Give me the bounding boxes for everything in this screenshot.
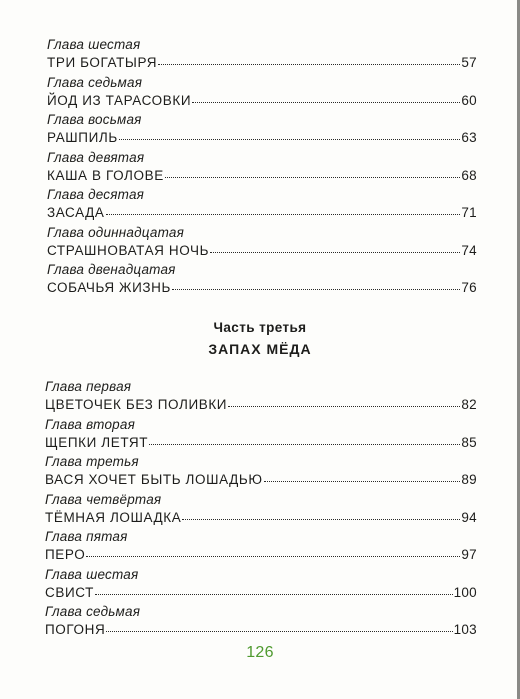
chapter-title: ТЁМНАЯ ЛОШАДКА xyxy=(45,509,182,525)
chapter-line xyxy=(47,91,477,110)
dot-leader xyxy=(149,432,460,445)
chapter-line xyxy=(45,545,477,564)
toc-entry xyxy=(45,416,477,454)
toc-entry xyxy=(47,111,477,149)
chapter-number: Глава восьмая xyxy=(47,112,142,127)
toc-entry xyxy=(47,224,477,262)
chapter-title: ТРИ БОГАТЫРЯ xyxy=(47,55,158,70)
dot-leader xyxy=(106,619,452,632)
chapter-number: Глава седьмая xyxy=(45,604,141,619)
dot-leader xyxy=(95,582,453,595)
chapter-page: 63 xyxy=(461,130,477,145)
page-number: 126 xyxy=(246,644,274,661)
toc-entry xyxy=(45,566,477,604)
chapter-page: 76 xyxy=(461,280,477,295)
toc-entry xyxy=(45,453,477,491)
chapter-title: ЦВЕТОЧЕК БЕЗ ПОЛИВКИ xyxy=(45,397,228,412)
chapter-title: РАШПИЛЬ xyxy=(47,130,118,145)
chapter-page: 97 xyxy=(461,547,477,562)
toc-entry xyxy=(47,36,477,74)
dot-leader xyxy=(192,90,460,103)
dot-leader xyxy=(228,394,460,407)
chapter-page: 89 xyxy=(461,472,477,487)
chapter-line xyxy=(45,620,477,639)
chapter-line xyxy=(47,241,477,260)
chapter-line xyxy=(45,583,477,602)
chapter-line xyxy=(45,470,477,489)
chapter-line xyxy=(45,395,477,414)
chapter-line xyxy=(45,508,477,527)
chapter-number: Глава четвёртая xyxy=(45,491,162,507)
chapter-title: ЙОД ИЗ ТАРАСОВКИ xyxy=(47,92,192,108)
chapter-number: Глава двенадцатая xyxy=(47,262,176,277)
toc-entry xyxy=(45,378,477,416)
toc-entry xyxy=(47,149,477,187)
chapter-line xyxy=(45,433,477,452)
dot-leader xyxy=(119,127,461,140)
chapter-line xyxy=(47,128,477,147)
chapter-page: 74 xyxy=(461,242,477,258)
chapter-title: КАША В ГОЛОВЕ xyxy=(47,167,164,183)
chapter-number: Глава третья xyxy=(45,454,139,469)
chapter-page: 94 xyxy=(461,509,477,525)
toc-entry xyxy=(45,491,477,529)
chapter-number: Глава седьмая xyxy=(47,74,143,90)
chapter-page: 103 xyxy=(453,622,477,637)
chapter-title: ПЕРО xyxy=(45,547,86,562)
toc-entry xyxy=(47,74,477,112)
chapter-title: СВИСТ xyxy=(45,584,95,600)
dot-leader xyxy=(182,507,460,520)
chapter-number: Глава шестая xyxy=(45,566,139,582)
chapter-number: Глава десятая xyxy=(47,187,145,202)
chapter-title: СТРАШНОВАТАЯ НОЧЬ xyxy=(47,242,210,258)
toc-part-two xyxy=(47,36,477,299)
chapter-number: Глава пятая xyxy=(45,529,128,544)
chapter-line xyxy=(47,53,477,72)
chapter-title: СОБАЧЬЯ ЖИЗНЬ xyxy=(47,280,171,295)
chapter-number: Глава шестая xyxy=(47,37,141,52)
chapter-title: ВАСЯ ХОЧЕТ БЫТЬ ЛОШАДЬЮ xyxy=(45,472,263,487)
chapter-number: Глава первая xyxy=(45,379,132,394)
chapter-page: 57 xyxy=(461,55,477,70)
chapter-number: Глава одиннадцатая xyxy=(47,224,184,240)
dot-leader xyxy=(158,52,460,65)
part-title: ЗАПАХ МЁДА xyxy=(208,341,312,357)
part-label: Часть третья xyxy=(213,320,307,335)
dot-leader xyxy=(165,165,461,178)
dot-leader xyxy=(264,469,461,482)
chapter-title: ЗАСАДА xyxy=(47,205,105,220)
chapter-number: Глава вторая xyxy=(45,416,136,432)
chapter-title: ЩЕПКИ ЛЕТЯТ xyxy=(45,434,149,450)
dot-leader xyxy=(86,544,460,557)
chapter-page: 100 xyxy=(453,584,477,600)
toc-entry xyxy=(47,186,477,224)
chapter-line xyxy=(47,166,477,185)
toc-part-three xyxy=(45,378,477,641)
chapter-line xyxy=(47,278,477,297)
chapter-page: 85 xyxy=(461,434,477,450)
dot-leader xyxy=(172,277,460,290)
chapter-page: 82 xyxy=(461,397,477,412)
chapter-page: 71 xyxy=(461,205,477,220)
dot-leader xyxy=(210,240,460,253)
chapter-page: 68 xyxy=(461,167,477,183)
toc-entry xyxy=(45,528,477,566)
toc-entry xyxy=(47,261,477,299)
dot-leader xyxy=(106,202,461,215)
toc-entry xyxy=(45,603,477,641)
chapter-number: Глава девятая xyxy=(47,149,145,165)
chapter-title: ПОГОНЯ xyxy=(45,622,106,637)
chapter-page: 60 xyxy=(461,92,477,108)
chapter-line xyxy=(47,203,477,222)
